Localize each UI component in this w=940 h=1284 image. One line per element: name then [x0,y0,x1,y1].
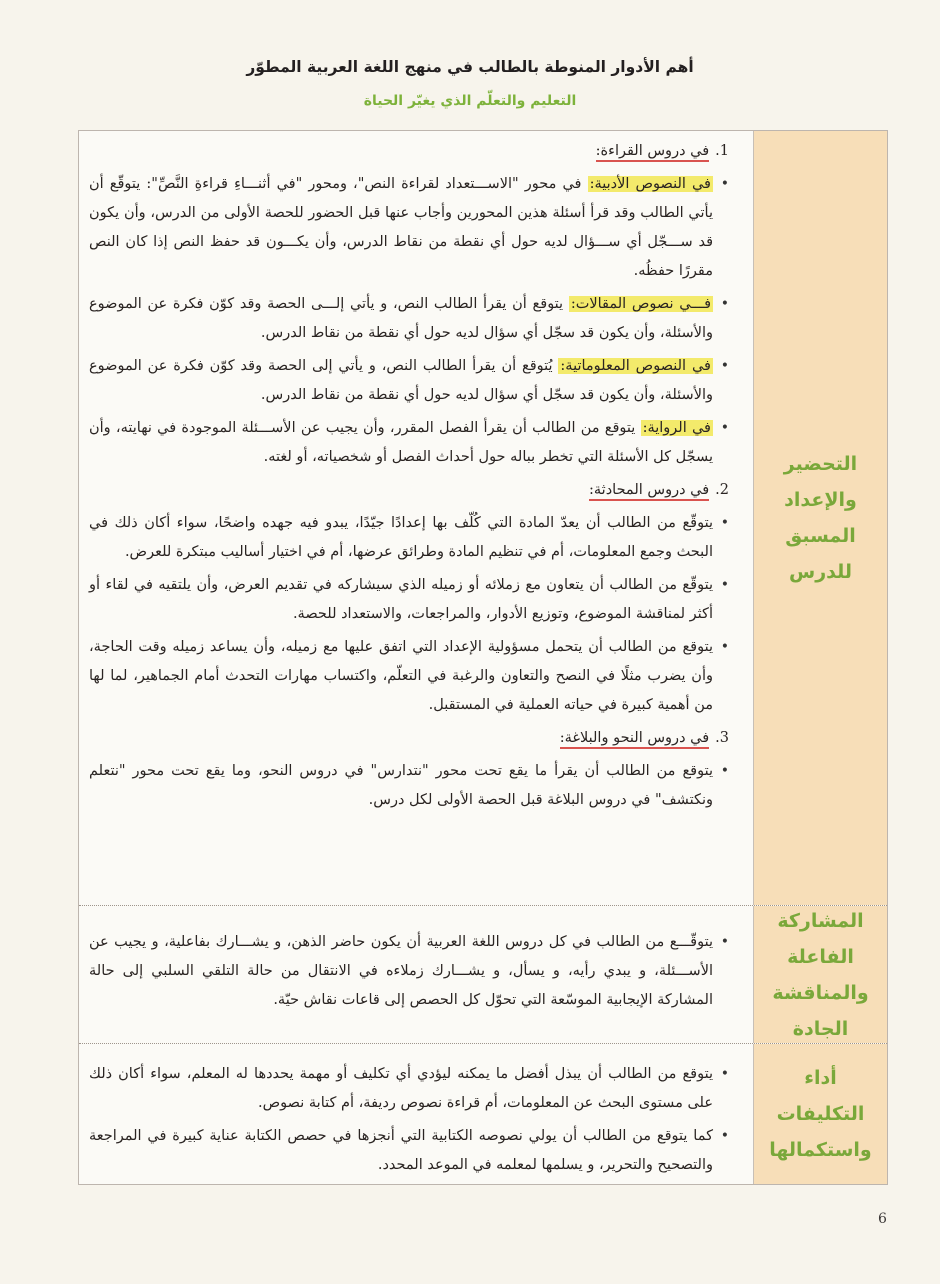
row-preparation [79,131,887,906]
list-item: • يتوقّع من الطالب أن يعدّ المادة التي كُلّف بها إعدادًا جيّدًا، يبدو فيه جهده واضحًا، سواء أكان ذلك في البحث وجمع المعلومات، أم في تنظيم المادة وطرائق عرضها، أم في اختيار أساليب مبتكرة للعرض. [89,509,729,567]
list-item: • يتوقع من الطالب أن يقرأ ما يقع تحت محور "نتدارس" في دروس النحو، وما يقع تحت محور "نتعلم ونكتشف" في دروس البلاغة قبل الحصة الأولى لكل درس. [89,757,729,815]
bullet-text: يتوقع أن يقرأ الطالب النص، و يأتي إلـــى الحصة وقد كوّن فكرة عن الموضوع والأسئلة، وأن يكون قد سجّل أي سؤال لديه حول أي نقطة من نقاط الدرس. [89,296,713,341]
list-item [89,290,729,348]
bullet-lead: في الرواية: [642,420,711,436]
section-number: 2. [715,482,729,498]
bullet-text: يُتوقع أن يقرأ الطالب النص، و يأتي إلى الحصة وقد كوّن فكرة عن الموضوع والأسئلة، وأن يكون قد سجّل أي سؤال لديه حول أي نقطة من نقاط الدرس. [89,358,713,403]
list-item: • يتوقع من الطالب أن يبذل أفضل ما يمكنه ليؤدي أي تكليف أو مهمة يحددها له المعلم، سواء أكان ذلك على مستوى البحث عن المعلومات، أم قراءة نصوص رديفة، أم كتابة نصوص. [89,1060,729,1118]
list-item: • يتوقع من الطالب أن يتحمل مسؤولية الإعداد التي اتفق عليها مع زميله، وأن يساعد زميله وقت الحاجة، وأن يضرب مثلًا في النصح والتعاون والرغبة في التعلّم، واكتساب مهارات التحدث أمام الجماهير، لما لها من أهمية كبيرة في حياته العملية في المستقبل. [89,633,729,720]
row-label: التحضير والإعداد المسبق للدرس [783,453,858,583]
bullet-lead: في النصوص المعلوماتية: [560,358,711,374]
section-heading-reading [89,137,729,166]
section-number: 1. [715,143,729,159]
row-assignments-content [79,1044,753,1184]
list-item: • يتوقّع من الطالب أن يتعاون مع زملائه أو زميله الذي سيشاركه في تقديم العرض، وأن يلتقيه في لقاء أو أكثر لمناقشة الموضوع، وتوزيع الأدوار، والمراجعات، والاستعداد للحصة. [89,571,729,629]
row-label: أداء التكليفات واستكمالها [769,1067,872,1161]
page-title: أهم الأدوار المنوطة بالطالب في منهج اللغة العربية المطوّر [246,58,694,76]
section-number: 3. [715,730,729,746]
page-number: 6 [878,1211,887,1227]
row-participation [79,906,887,1044]
bullet-lead: فـــي نصوص المقالات: [570,296,712,312]
row-label-cell [753,131,887,905]
row-label-cell [753,1044,887,1184]
list-item: • كما يتوقع من الطالب أن يولي نصوصه الكتابية التي أنجزها في حصص الكتابة عناية كبيرة في المراجعة والتصحيح والتحرير، و يسلمها لمعلمه في الموعد المحدد. [89,1122,729,1180]
list-item [89,170,729,286]
row-participation-content [79,906,753,1043]
list-item: • يتوقّـــع من الطالب في كل دروس اللغة العربية أن يكون حاضر الذهن، و يشـــارك بفاعلية، و يجيب عن الأســـئلة، و يبدي رأيه، و يسأل، و يشـــارك زملاءه في الانتقال من حالة التلقي السلبي إلى حالة المشاركة الإيجابية الموسّعة التي تحوّل كل الحصص إلى قاعات نقاش حيّة. [89,928,729,1015]
list-item [89,414,729,472]
bullet-lead: في النصوص الأدبية: [589,176,711,192]
row-label: المشاركة الفاعلة والمناقشة الجادة [772,909,869,1040]
bullet-text: يتوقع من الطالب أن يقرأ الفصل المقرر، وأن يجيب عن الأســـئلة الموجودة في نهايته، وأن يسجّل كل الأسئلة التي تخطر بباله حول أحداث الفصل أو شخصياته، أو لغته. [89,420,713,465]
section-heading-text: في دروس النحو والبلاغة: [560,730,709,749]
row-label-cell [753,906,887,1043]
list-item [89,352,729,410]
bullet-text: في محور "الاســـتعداد لقراءة النص"، ومحور "في أثنـــاءِ قراءةِ النَّصِّ": يتوقّع أن يأتي الطالب وقد قرأ أسئلة هذين المحورين وأجاب عنها قبل الحضور للحصة الأولى من الدرس، وأن يكون قد ســـجّل أي ســـؤال لديه حول أي نقطة من نقاط الدرس، وأن يكـــون قد حفظ النص إذا كان النص مقررًا حفظُه. [89,176,713,279]
roles-table [78,130,888,1185]
section-heading-conversation [89,476,729,505]
row-assignments [79,1044,887,1184]
section-heading-text: في دروس المحادثة: [589,482,709,501]
row-preparation-content [79,131,753,905]
section-heading-grammar [89,724,729,753]
section-heading-text: في دروس القراءة: [596,143,710,162]
page-subtitle: التعليم والتعلّم الذي يغيّر الحياة [363,93,577,109]
